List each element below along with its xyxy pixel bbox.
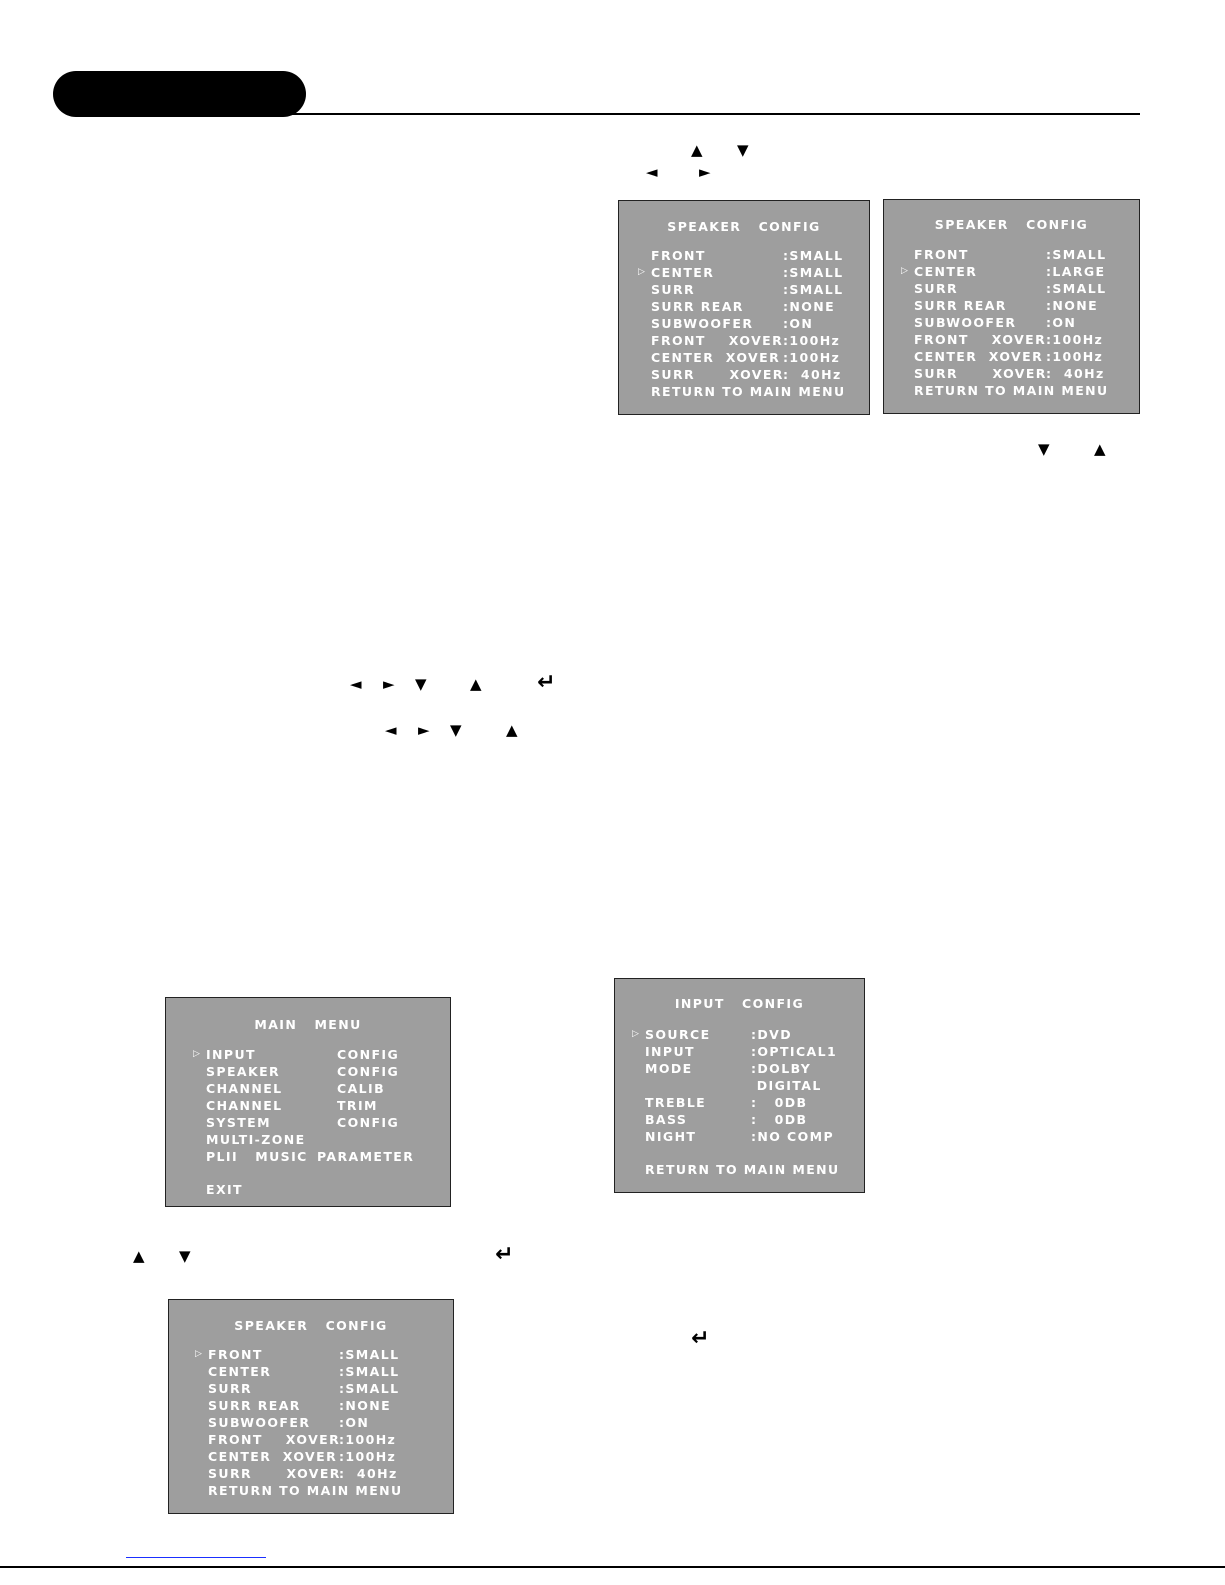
menu-row: SURR REAR :NONE <box>914 298 1099 313</box>
menu-row: CENTER XOVER :100Hz <box>651 350 841 365</box>
return-to-main-menu: RETURN TO MAIN MENU <box>645 1162 840 1177</box>
menu-row: SUBWOOFER :ON <box>208 1415 370 1430</box>
left-arrow-icon: ◄ <box>350 675 362 693</box>
menu-row: SURR XOVER : 40Hz <box>651 367 842 382</box>
menu-row: CENTER XOVER :100Hz <box>914 349 1104 364</box>
down-arrow-icon: ▼ <box>450 721 462 739</box>
menu-row: SURR :SMALL <box>208 1381 400 1396</box>
menu-row: MULTI-ZONE <box>206 1132 306 1147</box>
menu-row: FRONT XOVER :100Hz <box>651 333 841 348</box>
osd-title: INPUT CONFIG <box>674 996 805 1011</box>
menu-row: CENTER :SMALL <box>208 1364 400 1379</box>
menu-row: INPUT :OPTICAL1 <box>645 1044 838 1059</box>
left-arrow-icon: ◄ <box>385 721 397 739</box>
menu-row: SURR REAR :NONE <box>208 1398 392 1413</box>
menu-row: SUBWOOFER :ON <box>651 316 814 331</box>
footer-rule <box>0 1566 1225 1568</box>
menu-row: INPUT CONFIG <box>206 1047 400 1062</box>
speaker-config-screen <box>168 1299 454 1514</box>
menu-row: MODE :DOLBY <box>645 1061 812 1076</box>
menu-row: FRONT :SMALL <box>208 1347 400 1362</box>
up-arrow-icon: ▲ <box>470 675 482 693</box>
right-arrow-icon: ► <box>383 675 395 693</box>
menu-row: PLII MUSIC PARAMETER <box>206 1149 415 1164</box>
menu-row: SYSTEM CONFIG <box>206 1115 400 1130</box>
menu-row: SUBWOOFER :ON <box>914 315 1077 330</box>
right-arrow-icon: ► <box>418 721 430 739</box>
menu-row: CHANNEL TRIM <box>206 1098 378 1113</box>
menu-row: TREBLE : 0DB <box>645 1095 808 1110</box>
return-to-main-menu: RETURN TO MAIN MENU <box>914 383 1109 398</box>
down-arrow-icon: ▼ <box>1038 440 1050 458</box>
input-config-screen <box>614 978 865 1193</box>
up-arrow-icon: ▲ <box>133 1247 145 1265</box>
menu-row: SURR XOVER : 40Hz <box>208 1466 398 1481</box>
speaker-config-screen-before <box>618 200 870 415</box>
speaker-config-screen-after <box>883 199 1140 414</box>
menu-row: FRONT XOVER :100Hz <box>208 1432 397 1447</box>
footer-link-underline[interactable] <box>126 1557 266 1558</box>
menu-row: CENTER XOVER :100Hz <box>208 1449 397 1464</box>
down-arrow-icon: ▼ <box>179 1247 191 1265</box>
return-to-main-menu: RETURN TO MAIN MENU <box>208 1483 403 1498</box>
menu-row: CHANNEL CALIB <box>206 1081 385 1096</box>
menu-row: FRONT XOVER :100Hz <box>914 332 1104 347</box>
left-arrow-icon: ◄ <box>646 163 658 181</box>
menu-row: BASS : 0DB <box>645 1112 808 1127</box>
enter-icon: ↵ <box>537 670 556 695</box>
cursor-icon: ▷ <box>193 1049 202 1059</box>
osd-title: SPEAKER CONFIG <box>234 1318 388 1333</box>
menu-row: SURR :SMALL <box>914 281 1107 296</box>
cursor-icon: ▷ <box>638 267 647 277</box>
cursor-icon: ▷ <box>901 266 910 276</box>
return-to-main-menu: RETURN TO MAIN MENU <box>651 384 846 399</box>
menu-row: CENTER :SMALL <box>651 265 844 280</box>
cursor-icon: ▷ <box>195 1349 204 1359</box>
enter-icon: ↵ <box>691 1326 710 1351</box>
right-arrow-icon: ► <box>699 163 711 181</box>
menu-row: FRONT :SMALL <box>651 248 844 263</box>
menu-row: DIGITAL <box>751 1078 822 1093</box>
menu-row: SPEAKER CONFIG <box>206 1064 400 1079</box>
menu-row: SURR XOVER : 40Hz <box>914 366 1105 381</box>
menu-row: SOURCE :DVD <box>645 1027 793 1042</box>
osd-title: SPEAKER CONFIG <box>667 219 821 234</box>
cursor-icon: ▷ <box>632 1029 641 1039</box>
main-menu-screen <box>165 997 451 1207</box>
menu-row: NIGHT :NO COMP <box>645 1129 835 1144</box>
header-rule <box>290 113 1140 115</box>
up-arrow-icon: ▲ <box>1094 440 1106 458</box>
enter-icon: ↵ <box>495 1242 514 1267</box>
down-arrow-icon: ▼ <box>737 141 749 159</box>
menu-row: CENTER :LARGE <box>914 264 1106 279</box>
osd-title: MAIN MENU <box>254 1017 362 1032</box>
menu-row: SURR :SMALL <box>651 282 844 297</box>
section-header-tab <box>53 71 306 117</box>
menu-row: SURR REAR :NONE <box>651 299 836 314</box>
up-arrow-icon: ▲ <box>506 721 518 739</box>
up-arrow-icon: ▲ <box>691 141 703 159</box>
osd-title: SPEAKER CONFIG <box>934 217 1089 232</box>
down-arrow-icon: ▼ <box>415 675 427 693</box>
menu-row: FRONT :SMALL <box>914 247 1107 262</box>
exit-item: EXIT <box>206 1182 243 1197</box>
